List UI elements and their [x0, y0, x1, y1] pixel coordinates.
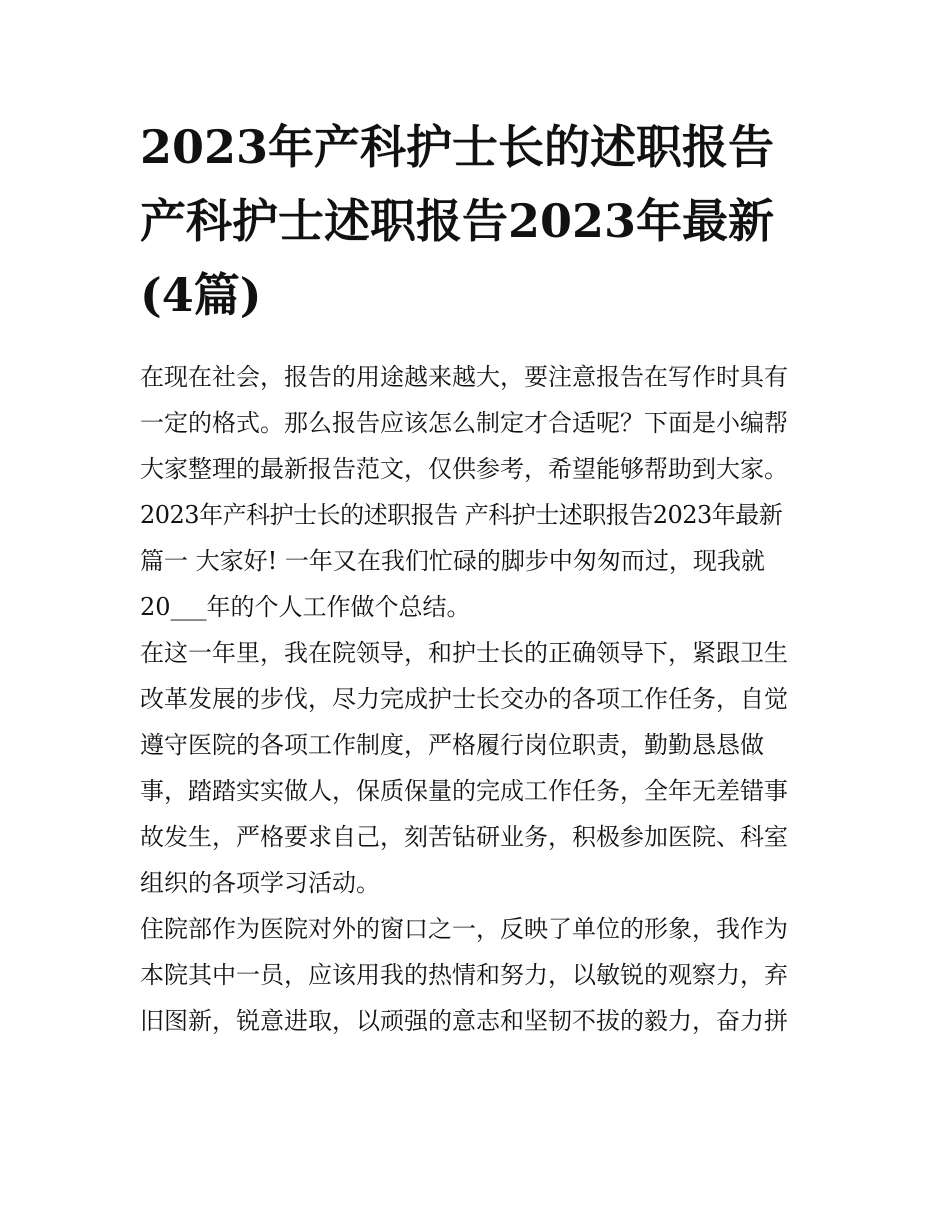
text-line: 一定的格式。那么报告应该怎么制定才合适呢？下面是小编帮 — [140, 409, 788, 437]
text-line: 事，踏踏实实做人，保质保量的完成工作任务，全年无差错事 — [140, 777, 788, 805]
text-line: 20___年的个人工作做个总结。 — [140, 593, 471, 621]
document-title — [140, 110, 820, 332]
text-line: 大家整理的最新报告范文，仅供参考，希望能够帮助到大家。 — [140, 455, 788, 483]
text-line: 组织的各项学习活动。 — [140, 869, 380, 897]
text-line: 篇一 大家好! 一年又在我们忙碌的脚步中匆匆而过，现我就 — [140, 547, 765, 575]
title-line-3: (4篇) — [140, 268, 262, 322]
document-page — [140, 110, 820, 1044]
text-line: 遵守医院的各项工作制度，严格履行岗位职责，勤勤恳恳做 — [140, 731, 764, 759]
text-line: 在这一年里，我在院领导，和护士长的正确领导下，紧跟卫生 — [140, 639, 788, 667]
paragraph-3 — [140, 906, 820, 1044]
text-line: 旧图新，锐意进取，以顽强的意志和坚韧不拔的毅力，奋力拼 — [140, 1007, 788, 1035]
title-line-1: 2023年产科护士长的述职报告 — [140, 120, 775, 174]
text-line: 住院部作为医院对外的窗口之一，反映了单位的形象，我作为 — [140, 915, 788, 943]
text-line: 本院其中一员，应该用我的热情和努力，以敏锐的观察力，弃 — [140, 961, 788, 989]
text-line: 改革发展的步伐，尽力完成护士长交办的各项工作任务，自觉 — [140, 685, 788, 713]
text-line: 2023年产科护士长的述职报告 产科护士述职报告2023年最新 — [140, 501, 783, 529]
text-line: 在现在社会，报告的用途越来越大，要注意报告在写作时具有 — [140, 363, 788, 391]
paragraph-1 — [140, 354, 820, 630]
paragraph-2 — [140, 630, 820, 906]
text-line: 故发生，严格要求自己，刻苦钻研业务，积极参加医院、科室 — [140, 823, 788, 851]
title-line-2: 产科护士述职报告2023年最新 — [140, 194, 775, 248]
document-body — [140, 354, 820, 1044]
